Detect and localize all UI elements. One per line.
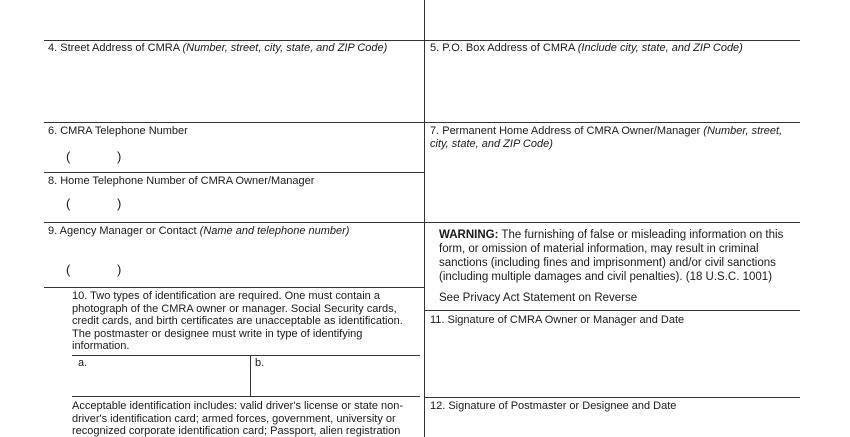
telephone-label: 6. CMRA Telephone Number <box>48 125 188 137</box>
privacy-act-link[interactable]: See Privacy Act Statement on Reverse <box>439 292 638 304</box>
acceptable-identification-text: Acceptable identification includes: valid driver's license or state non-driver's identification card; armed forces, government, university or recognized corporate identification card; Passport, alien registration <box>72 400 404 437</box>
warning-title: WARNING: <box>439 229 499 241</box>
id-b-label: b. <box>255 357 265 369</box>
po-box-field[interactable] <box>425 56 800 120</box>
row-divider <box>44 122 800 123</box>
row-divider <box>44 40 800 41</box>
telephone-field[interactable] <box>44 139 424 171</box>
row-divider <box>425 397 800 398</box>
home-address-hint: (Number, street, city, state, and ZIP Code) <box>430 125 783 150</box>
po-box-hint: (Include city, state, and ZIP Code) <box>577 42 743 54</box>
postmaster-signature-field[interactable] <box>425 414 800 437</box>
po-box-title: 5. P.O. Box Address of CMRA <box>430 42 575 54</box>
area-code-open-paren: ( <box>66 149 71 164</box>
id-a-label: a. <box>78 357 88 369</box>
cmra-application-form <box>44 0 800 437</box>
area-code-close-paren: ) <box>117 262 122 277</box>
identification-instructions: 10. Two types of identification are required. One must contain a photograph of the CMRA owner or manager. Social Security cards, credit cards, and birth certificates are unacceptable as identification. The postmaster or designee must write in type of identifying information. <box>72 290 403 352</box>
po-box-label <box>430 42 743 55</box>
owner-signature-label: 11. Signature of CMRA Owner or Manager and Date <box>430 314 685 326</box>
id-line-top <box>72 355 420 356</box>
id-line-bottom <box>72 396 420 397</box>
home-address-field[interactable] <box>425 152 800 220</box>
street-address-hint: (Number, street, city, state, and ZIP Code) <box>182 42 388 54</box>
agency-manager-field[interactable] <box>44 239 424 286</box>
row-divider <box>44 222 800 223</box>
area-code-close-paren: ) <box>117 196 122 211</box>
area-code-open-paren: ( <box>66 196 71 211</box>
warning-notice <box>439 228 789 284</box>
id-a-field[interactable] <box>72 370 249 395</box>
postmaster-signature-label: 12. Signature of Postmaster or Designee and Date <box>430 400 677 412</box>
row-divider <box>44 172 424 173</box>
home-address-title: 7. Permanent Home Address of CMRA Owner/Manager <box>430 125 701 137</box>
owner-signature-field[interactable] <box>425 328 800 396</box>
street-address-field[interactable] <box>44 56 424 120</box>
street-address-label <box>48 42 387 55</box>
warning-body: The furnishing of false or misleading information on this form, or omission of material information, may result in criminal sanctions (including fines and imprisonment) and/or civil sanctions (including multiple damages and civil penalties). (18 U.S.C. 1001) <box>439 229 784 283</box>
area-code-open-paren: ( <box>66 262 71 277</box>
id-b-field[interactable] <box>251 370 420 395</box>
home-address-label <box>430 125 790 151</box>
agency-manager-hint: (Name and telephone number) <box>199 225 350 237</box>
row-divider <box>44 287 424 288</box>
agency-manager-label <box>48 225 349 238</box>
row-divider <box>425 310 800 311</box>
home-telephone-label: 8. Home Telephone Number of CMRA Owner/Manager <box>48 175 315 187</box>
home-telephone-field[interactable] <box>44 189 424 221</box>
agency-manager-title: 9. Agency Manager or Contact <box>48 225 197 237</box>
area-code-close-paren: ) <box>117 149 122 164</box>
street-address-title: 4. Street Address of CMRA <box>48 42 180 54</box>
